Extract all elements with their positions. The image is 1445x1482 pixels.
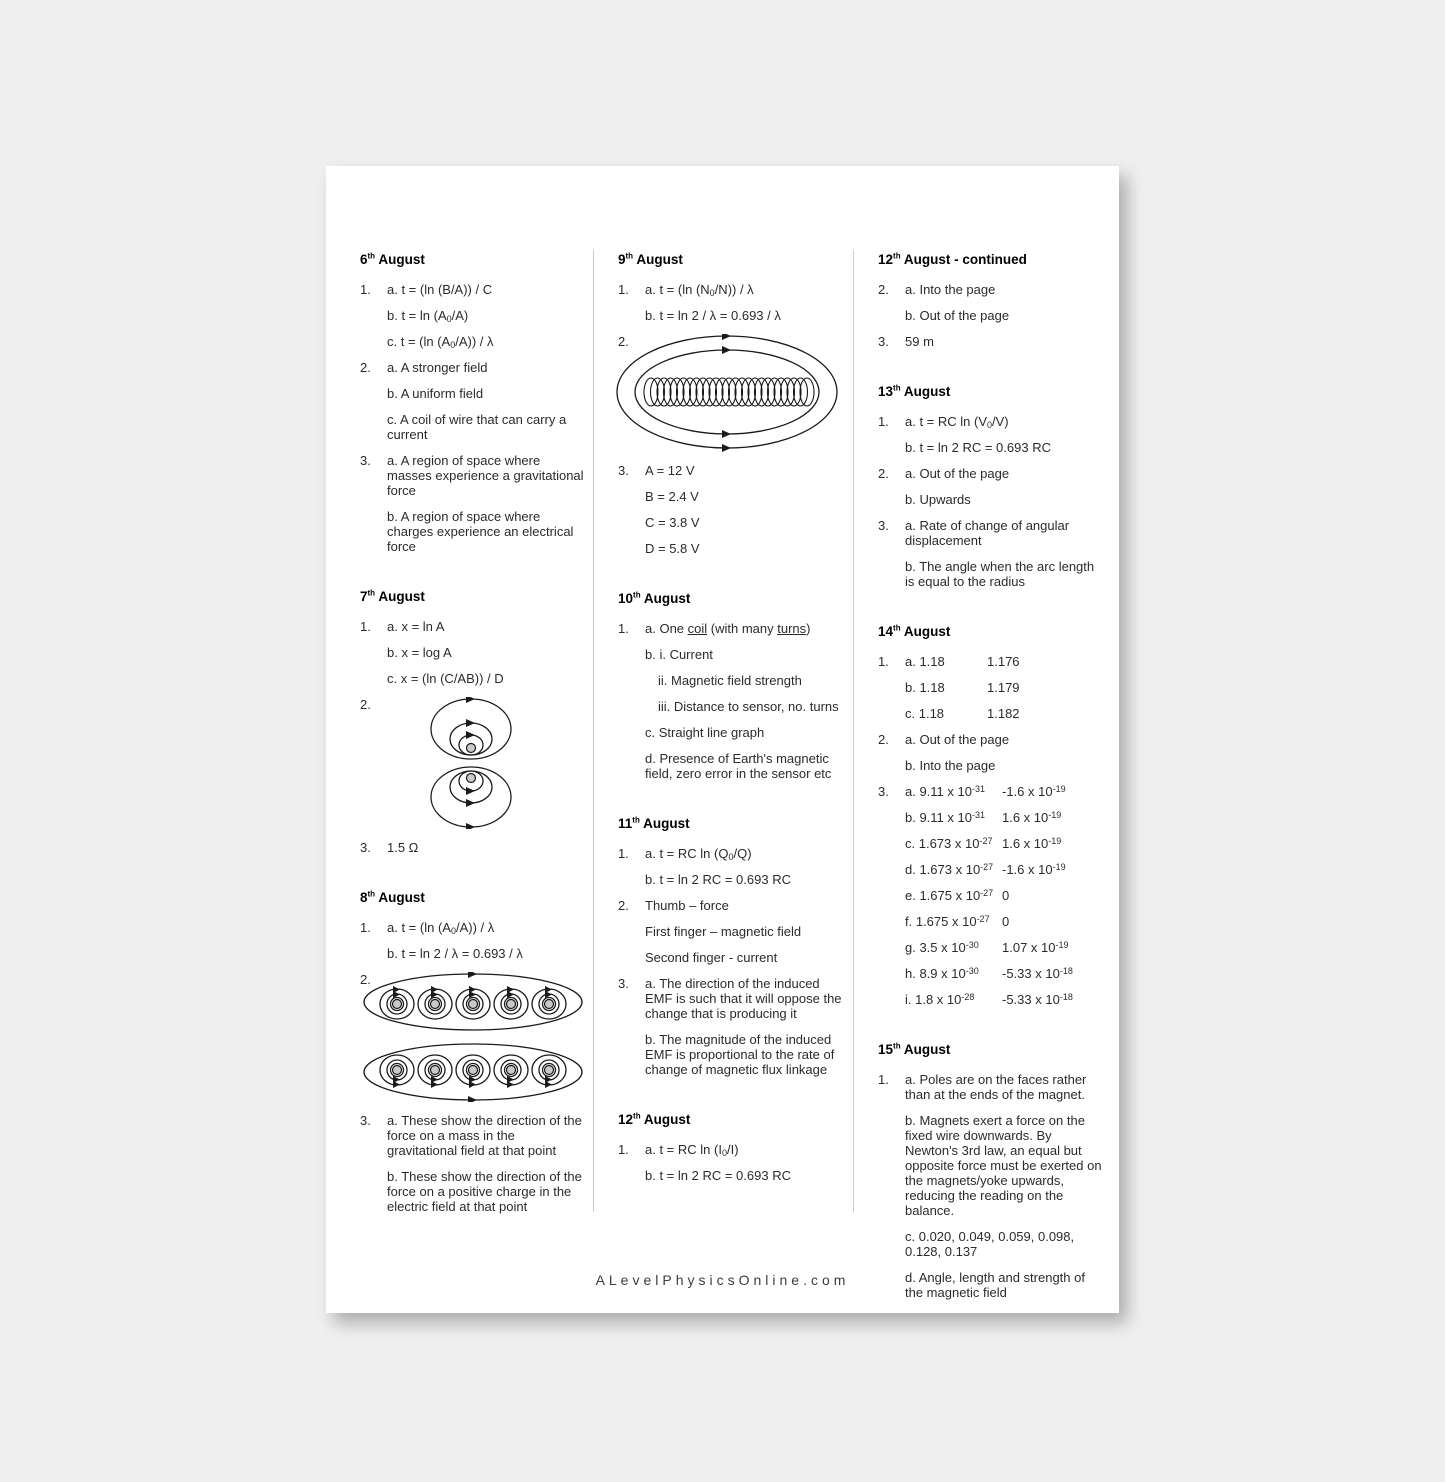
item-number: 3. [878,518,889,533]
pair-right: 1.179 [987,680,1020,695]
answer-item [360,697,584,840]
pair-right: 1.07 x $10^{-19}$ [1002,940,1069,955]
section-aug12-continued [878,252,1102,360]
answer-line: b. t = ln 2 RC = 0.693 RC [645,1168,791,1183]
section-aug10 [618,591,842,792]
section-aug11 [618,816,842,1088]
answer-item [878,654,1102,732]
pair-right: 1.6 x $10^{-19}$ [1002,836,1062,851]
section-heading-aug6: 6th August [360,251,425,267]
pair-left: c. 1.673 x $10^{-27}$ [905,836,993,851]
section-aug14 [878,624,1102,1018]
item-number: 1. [878,654,889,669]
answer-line: b. Into the page [905,758,996,773]
pair-left: a. 9.11 x $10^{-31}$ [905,784,985,799]
answer-line [905,992,1102,1007]
answer-line: c. 0.020, 0.049, 0.059, 0.098, 0.128, 0.137 [905,1229,1075,1259]
item-number: 3. [878,334,889,349]
answer-line: B = 2.4 V [645,489,699,504]
section-heading-aug11: 11th August [618,815,690,831]
item-number: 2. [878,732,889,747]
answer-line: a. Into the page [905,282,996,297]
answer-line [905,966,1102,981]
pair-right: 0 [1002,888,1010,903]
concentric-field-lines-two-wires-diagram [429,697,513,829]
answer-item [360,453,584,565]
field-lines-two-rows-of-wires-diagram [362,972,584,1102]
answer-line: b. A uniform field [387,386,484,401]
answer-item [360,1113,584,1225]
item-number: 3. [618,463,629,478]
answer-item [618,846,842,898]
website-footer: ALevelPhysicsOnline.com [595,1272,850,1288]
answer-item [878,282,1102,334]
section-aug13 [878,384,1102,600]
answer-line: d. Presence of Earth's magnetic field, zero error in the sensor etc [645,751,832,781]
answer-line: C = 3.8 V [645,515,700,530]
answer-item [618,976,842,1088]
pair-left: a. 1.18 [905,654,945,669]
answer-line: a. x = ln A [387,619,445,634]
pair-left: d. 1.673 x $10^{-27}$ [905,862,994,877]
item-number: 3. [618,976,629,991]
item-number: 1. [360,619,371,634]
section-heading-aug9: 9th August [618,251,683,267]
item-number: 2. [618,898,629,913]
item-number: 3. [360,840,371,855]
column-right [878,252,1102,1335]
section-aug6 [360,252,584,565]
item-number: 3. [878,784,889,799]
item-number: 1. [878,414,889,429]
answer-line: b. Magnets exert a force on the fixed wire downwards. By Newton's 3rd law, an equal but opposite force must be exerted on the magnets/yoke upwards, reducing the reading on the balance. [905,1113,1102,1218]
answer-item [878,466,1102,518]
answer-item [878,414,1102,466]
section-heading-aug12-continued: 12th August - continued [878,251,1027,267]
answer-line: a. The direction of the induced EMF is such that it will oppose the change that is producing it [645,976,842,1021]
pair-left: g. 3.5 x $10^{-30}$ [905,940,979,955]
answer-line: a. One coil (with many turns) [645,621,811,636]
answer-line: a. Rate of change of angular displacement [905,518,1070,548]
answer-item [618,282,842,334]
answer-line [905,914,1102,929]
section-aug15 [878,1042,1102,1311]
item-number: 1. [618,282,629,297]
answer-line: 59 m [905,334,934,349]
item-number: 3. [360,453,371,468]
answer-item [618,898,842,976]
answer-item [878,732,1102,784]
column-divider-right [853,250,854,1212]
answer-line [905,940,1102,955]
pair-right: -5.33 x $10^{-18}$ [1002,992,1073,1007]
answer-line: First finger – magnetic field [645,924,802,939]
pair-left: f. 1.675 x $10^{-27}$ [905,914,990,929]
section-heading-aug12: 12th August [618,1111,691,1127]
item-number: 2. [878,282,889,297]
answer-item [618,334,842,463]
item-number: 2. [878,466,889,481]
answer-item [878,784,1102,1018]
section-heading-aug15: 15th August [878,1041,951,1057]
pair-right: 1.6 x $10^{-19}$ [1002,810,1062,825]
answer-item [360,840,584,866]
answer-line [905,862,1102,877]
item-number: 1. [618,1142,629,1157]
pair-right: -5.33 x $10^{-18}$ [1002,966,1073,981]
answer-line: iii. Distance to sensor, no. turns [658,699,839,714]
answer-item [878,334,1102,360]
answer-line: b. t = ln 2 / λ = 0.693 / λ [645,308,781,323]
pair-right: -1.6 x $10^{-19}$ [1002,862,1066,877]
answer-line: d. Angle, length and strength of the magnetic field [905,1270,1085,1300]
answer-line: b. t = ln 2 / λ = 0.693 / λ [387,946,523,961]
answer-line: b. These show the direction of the force on a positive charge in the electric field at that point [387,1169,582,1214]
solenoid-field-lines-diagram [615,334,839,452]
answer-line: a. Poles are on the faces rather than at the ends of the magnet. [905,1072,1087,1102]
answer-line: a. A region of space where masses experience a gravitational force [387,453,584,498]
pair-left: h. 8.9 x $10^{-30}$ [905,966,979,981]
answer-line: a. t = RC $\ln (V_0/V)$ [905,414,1009,430]
item-number: 1. [360,282,371,297]
answer-line: c. t = (ln $(A_0/A)$) / λ [387,334,494,350]
item-number: 1. [878,1072,889,1087]
item-number: 2. [360,360,371,375]
section-aug9 [618,252,842,567]
answer-line: c. A coil of wire that can carry a current [387,412,567,442]
answer-item [618,463,842,567]
section-aug7 [360,589,584,866]
answer-sheet-page [326,166,1119,1313]
answer-line [905,888,1102,903]
answer-line: 1.5 Ω [387,840,419,855]
answer-line: a. t = (ln (B/A)) / C [387,282,493,297]
pair-right: -1.6 x $10^{-19}$ [1002,784,1066,799]
column-left [360,252,584,1249]
answer-line: D = 5.8 V [645,541,700,556]
answer-line: b. A region of space where charges experience an electrical force [387,509,574,554]
item-number: 1. [360,920,371,935]
answer-line: c. x = (ln (C/AB)) / D [387,671,504,686]
answer-item [360,619,584,697]
item-number: 2. [618,334,629,349]
answer-item [618,621,842,792]
answer-line: Second finger - current [645,950,778,965]
answer-line [905,706,1102,721]
answer-line: b. The angle when the arc length is equal to the radius [905,559,1095,589]
answer-line: c. Straight line graph [645,725,765,740]
answer-line: Thumb – force [645,898,729,913]
pair-right: 1.176 [987,654,1020,669]
answer-line: b. i. Current [645,647,713,662]
item-number: 2. [360,972,371,987]
answer-line: b. Upwards [905,492,971,507]
section-aug8 [360,890,584,1225]
answer-line: a. t = (ln $(A_0/A)$) / λ [387,920,495,936]
pair-right: 1.182 [987,706,1020,721]
answer-line [905,836,1102,851]
section-heading-aug10: 10th August [618,590,691,606]
pair-left: e. 1.675 x $10^{-27}$ [905,888,994,903]
answer-line: b. t = ln 2 RC = 0.693 RC [905,440,1051,455]
answer-line [905,654,1102,669]
answer-line: a. These show the direction of the force on a mass in the gravitational field at that point [387,1113,582,1158]
answer-line [905,784,1102,799]
item-number: 2. [360,697,371,712]
answer-line: a. A stronger field [387,360,488,375]
answer-item [360,972,584,1113]
answer-line: a. Out of the page [905,732,1010,747]
pair-left: b. 9.11 x $10^{-31}$ [905,810,985,825]
answer-line [905,680,1102,695]
answer-line: b. x = log A [387,645,452,660]
column-middle [618,252,842,1218]
answer-line: A = 12 V [645,463,695,478]
answer-line [905,810,1102,825]
item-number: 1. [618,621,629,636]
item-number: 1. [618,846,629,861]
answer-line: ii. Magnetic field strength [658,673,802,688]
answer-item [360,282,584,360]
answer-line: a. t = RC $\ln (I_0/I)$ [645,1142,739,1158]
answer-item [878,518,1102,600]
section-heading-aug13: 13th August [878,383,951,399]
column-divider-left [593,250,594,1212]
answer-line: b. t = ln 2 RC = 0.693 RC [645,872,791,887]
pair-left: i. 1.8 x $10^{-28}$ [905,992,975,1007]
item-number: 3. [360,1113,371,1128]
answer-line: a. Out of the page [905,466,1010,481]
pair-left: b. 1.18 [905,680,945,695]
pair-right: 0 [1002,914,1010,929]
answer-item [618,1142,842,1194]
section-aug12 [618,1112,842,1194]
section-heading-aug14: 14th August [878,623,951,639]
answer-line: a. t = (ln $(N_0/N)$) / λ [645,282,754,298]
section-heading-aug8: 8th August [360,889,425,905]
answer-line: a. t = RC $\ln (Q_0/Q)$ [645,846,752,862]
answer-line: b. The magnitude of the induced EMF is proportional to the rate of change of magnetic flux linkage [645,1032,835,1077]
answer-item [360,360,584,453]
answer-item [360,920,584,972]
answer-line: b. $t = \ln (A_0/A)$ [387,308,469,324]
section-heading-aug7: 7th August [360,588,425,604]
answer-line: b. Out of the page [905,308,1010,323]
pair-left: c. 1.18 [905,706,945,721]
